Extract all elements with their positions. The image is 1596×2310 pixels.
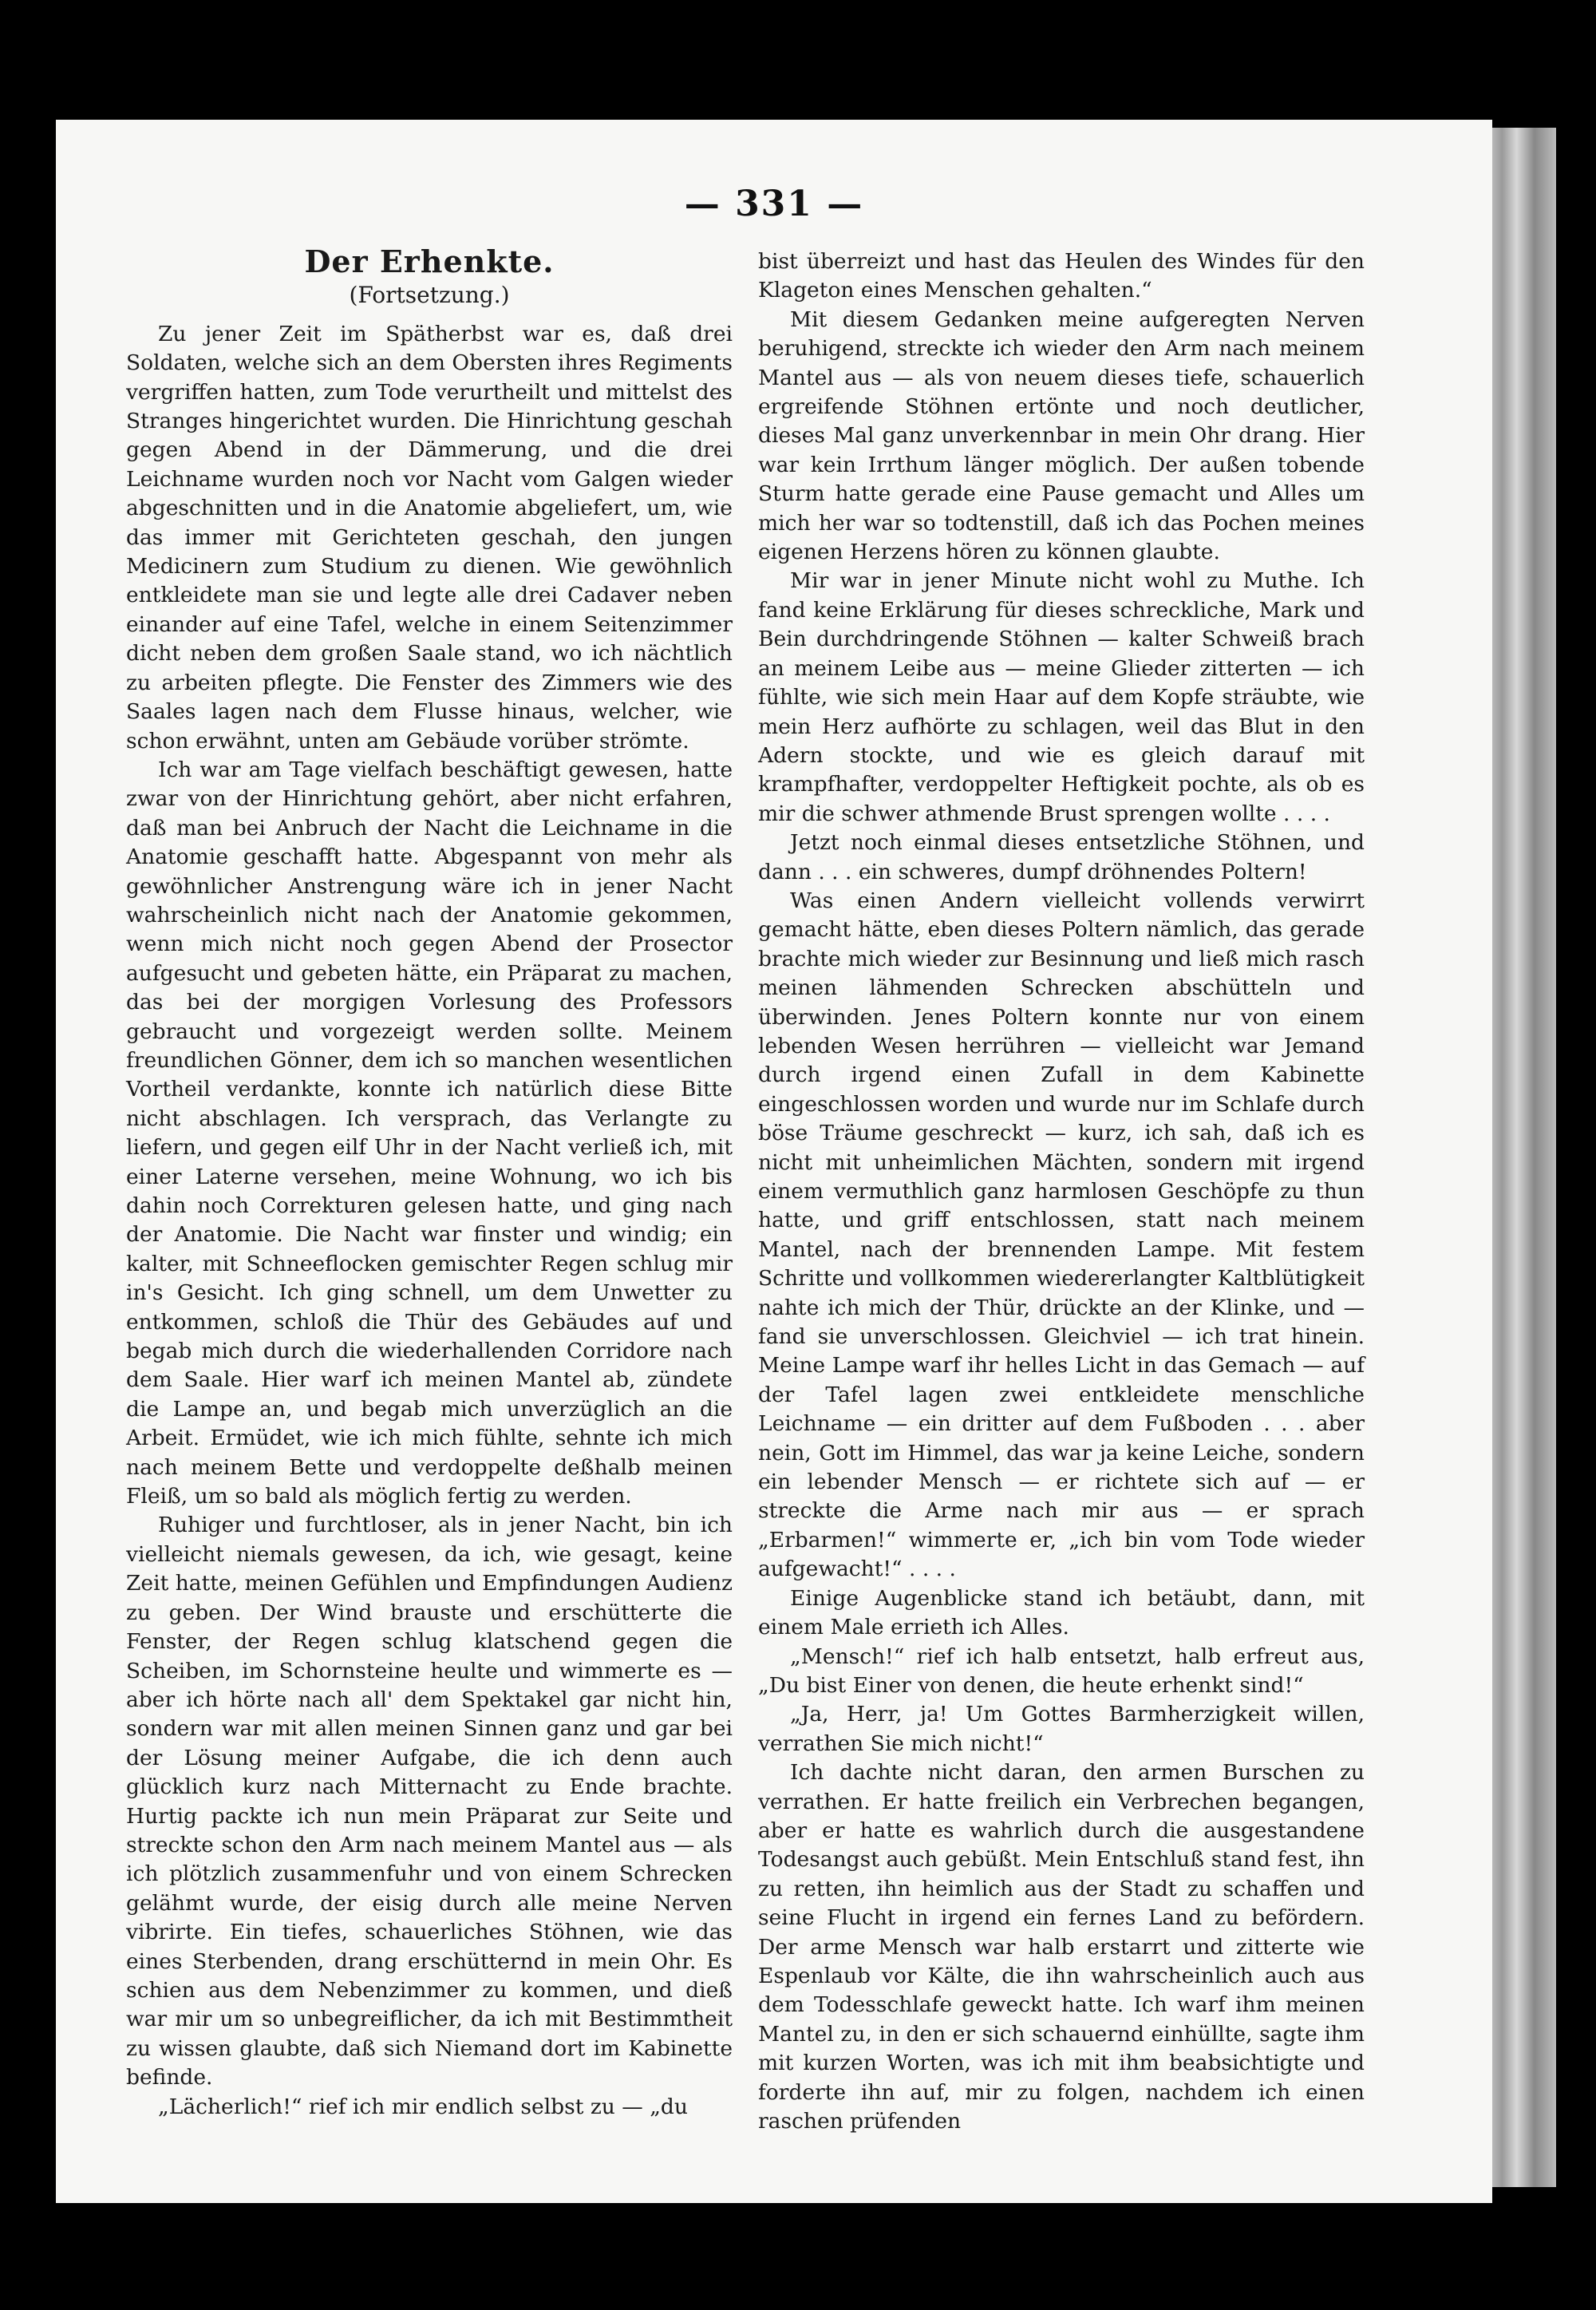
paragraph: Einige Augenblicke stand ich betäubt, dann, mit einem Male errieth ich Alles. bbox=[758, 1585, 1365, 1640]
paragraph-continued: bist überreizt und hast das Heulen des Windes für den Klageton eines Menschen gehalten.“ bbox=[758, 249, 1365, 303]
article-subtitle: (Fortsetzung.) bbox=[349, 282, 510, 309]
paragraph: Was einen Andern vielleicht vollends verwirrt gemacht hätte, eben dieses Poltern nämlich, das gerade brachte mich wieder zur Besinnung und ließ mich rasch meinen lähmenden Schrecken abschütteln und überwinden. Jenes Poltern konnte nur von einem lebenden Wesen herrühren — vielleicht war Jemand durch irgend einen Zufall in dem Kabinette eingeschlossen worden und wurde nur im Schlafe durch böse Träume geschreckt — kurz, ich sah, daß ich es nicht mit unheimlichen Mächten, sondern mit irgend einem vermuthlich ganz harmlosen Geschöpfe zu thun hatte, und griff entschlossen, statt nach meinem Mantel, nach der brennenden Lampe. Mit festem Schritte und vollkommen wiedererlangter Kaltblütigkeit nahte ich mich der Thür, drückte an der Klinke, und — fand sie unverschlossen. Gleichviel — ich trat hinein. Meine Lampe warf ihr helles Licht in das Gemach — auf der Tafel lagen zwei entkleidete menschliche Leichname — ein dritter auf dem Fußboden . . . aber nein, Gott im Himmel, das war ja keine Leiche, sondern ein lebender Mensch — er richtete sich auf — er streckte die Arme nach mir aus — er sprach „Erbarmen!“ wimmerte er, „ich bin vom Tode wieder aufgewacht!“ . . . . bbox=[758, 888, 1365, 1582]
paragraph: Ich dachte nicht daran, den armen Burschen zu verrathen. Er hatte freilich ein Verbrechen begangen, aber er hatte es wahrlich durch die ausgestandene Todesangst auch gebüßt. Mein Entschluß stand fest, ihn zu retten, ihn heimlich aus der Stadt zu schaffen und seine Flucht in irgend ein fernes Land zu befördern. Der arme Mensch war halb erstarrt und zitterte wie Espenlaub vor Kälte, die ihn wahrscheinlich auch aus dem Todesschlafe geweckt hatte. Ich warf ihm meinen Mantel zu, in den er sich schauernd einhüllte, sagte ihm mit kurzen Worten, was ich mit ihm beabsichtigte und forderte ihn auf, mir zu folgen, nachdem ich einen raschen prüfenden bbox=[758, 1760, 1365, 2134]
paragraph: Zu jener Zeit im Spätherbst war es, daß drei Soldaten, welche sich an dem Obersten ihres Regiments vergriffen hatten, zum Tode verurtheilt und mittelst des Stranges hingerichtet wurden. Die Hinrichtung geschah gegen Abend in der Dämmerung, und die drei Leichname wurden noch vor Nacht vom Galgen wieder abgeschnitten und in die Anatomie abgeliefert, um, wie das immer mit Gerichteten geschah, den jungen Medicinern zum Studium zu dienen. Wie gewöhnlich entkleidete man sie und legte alle drei Cadaver neben einander auf eine Tafel, welche in einem Seitenzimmer dicht neben dem großen Saale stand, wo ich nächtlich zu arbeiten pflegte. Die Fenster des Zimmers wie des Saales lagen nach dem Flusse hinaus, welcher, wie schon erwähnt, unten am Gebäude vorüber strömte. bbox=[126, 321, 733, 754]
book-page bbox=[56, 120, 1492, 2203]
paragraph: „Lächerlich!“ rief ich mir endlich selbst zu — „du bbox=[158, 2094, 688, 2119]
paragraph: Mir war in jener Minute nicht wohl zu Muthe. Ich fand keine Erklärung für dieses schreckliche, Mark und Bein durchdringende Stöhnen — kalter Schweiß brach an meinem Leibe aus — meine Glieder zitterten — ich fühlte, wie sich mein Haar auf dem Kopfe sträubte, wie mein Herz aufhörte zu schlagen, weil das Blut in den Adern stockte, und wie es gleich darauf mit krampfhafter, verdoppelter Heftigkeit pochte, als ob es mir die schwer athmende Brust sprengen wollte . . . . bbox=[758, 568, 1365, 826]
paragraph: Ich war am Tage vielfach beschäftigt gewesen, hatte zwar von der Hinrichtung gehört, aber nicht erfahren, daß man bei Anbruch der Nacht die Leichname in die Anatomie geschafft hatte. Abgespannt von mehr als gewöhnlicher Anstrengung wäre ich in jener Nacht wahrscheinlich nicht nach der Anatomie gekommen, wenn mich nicht noch gegen Abend der Prosector aufgesucht und gebeten hätte, ein Präparat zu machen, das bei der morgigen Vorlesung des Professors gebraucht und vorgezeigt werden sollte. Meinem freundlichen Gönner, dem ich so manchen wesentlichen Vortheil verdankte, konnte ich natürlich diese Bitte nicht abschlagen. Ich versprach, das Verlangte zu liefern, und gegen eilf Uhr in der Nacht verließ ich, mit einer Laterne versehen, meine Wohnung, wo ich bis dahin noch Correkturen gelesen hatte, und ging nach der Anatomie. Die Nacht war finster und windig; ein kalter, mit Schneeflocken gemischter Regen schlug mir in's Gesicht. Ich ging schnell, um dem Unwetter zu entkommen, schloß die Thür des Gebäudes auf und begab mich durch die wiederhallenden Corridore nach dem Saale. Hier warf ich meinen Mantel ab, zündete die Lampe an, und begab mich unverzüglich an die Arbeit. Ermüdet, wie ich mich fühlte, sehnte ich mich nach meinem Bette und verdoppelte deßhalb meinen Fleiß, um so bald als möglich fertig zu werden. bbox=[126, 757, 733, 1509]
page-edge-stack bbox=[1484, 128, 1556, 2187]
page-number: — 331 — bbox=[684, 184, 864, 224]
paragraph: Mit diesem Gedanken meine aufgeregten Nerven beruhigend, streckte ich wieder den Arm nach meinem Mantel aus — als von neuem dieses tiefe, schauerlich ergreifende Stöhnen ertönte und noch deutlicher, dieses Mal ganz unverkennbar in mein Ohr drang. Hier war kein Irrthum länger möglich. Der außen tobende Sturm hatte gerade eine Pause gemacht und Alles um mich her war so todtenstill, daß ich das Pochen meines eigenen Herzens hören zu können glaubte. bbox=[758, 307, 1365, 565]
paragraph: Ruhiger und furchtloser, als in jener Nacht, bin ich vielleicht niemals gewesen, da ich, wie gesagt, keine Zeit hatte, meinen Gefühlen und Empfindungen Audienz zu geben. Der Wind brauste und erschütterte die Fenster, der Regen schlug klatschend gegen die Scheiben, im Schornsteine heulte und wimmerte es — aber ich hörte nach all' dem Spektakel gar nicht hin, sondern war mit allen meinen Sinnen ganz und gar bei der Lösung meiner Aufgabe, die ich denn auch glücklich kurz nach Mitternacht zu Ende brachte. Hurtig packte ich nun mein Präparat zur Seite und streckte schon den Arm nach meinem Mantel aus — als ich plötzlich zusammenfuhr und von einem Schrecken gelähmt wurde, der eisig durch alle meine Nerven vibrirte. Ein tiefes, schauerliches Stöhnen, wie das eines Sterbenden, drang erschütternd in mein Ohr. Es schien aus dem Nebenzimmer zu kommen, und dieß war mir um so unbegreiflicher, da ich mit Bestimmtheit zu wissen glaubte, daß sich Niemand dort im Kabinette befinde. bbox=[126, 1513, 733, 2090]
paragraph: „Ja, Herr, ja! Um Gottes Barmherzigkeit willen, verrathen Sie mich nicht!“ bbox=[758, 1702, 1365, 1756]
right-column bbox=[758, 247, 1365, 2136]
article-title: Der Erhenkte. bbox=[304, 243, 555, 279]
left-column bbox=[126, 243, 733, 2122]
paragraph: Jetzt noch einmal dieses entsetzliche Stöhnen, und dann . . . ein schweres, dumpf dröhnendes Poltern! bbox=[758, 830, 1365, 884]
paragraph: „Mensch!“ rief ich halb entsetzt, halb erfreut aus, „Du bist Einer von denen, die heute erhenkt sind!“ bbox=[758, 1644, 1365, 1698]
